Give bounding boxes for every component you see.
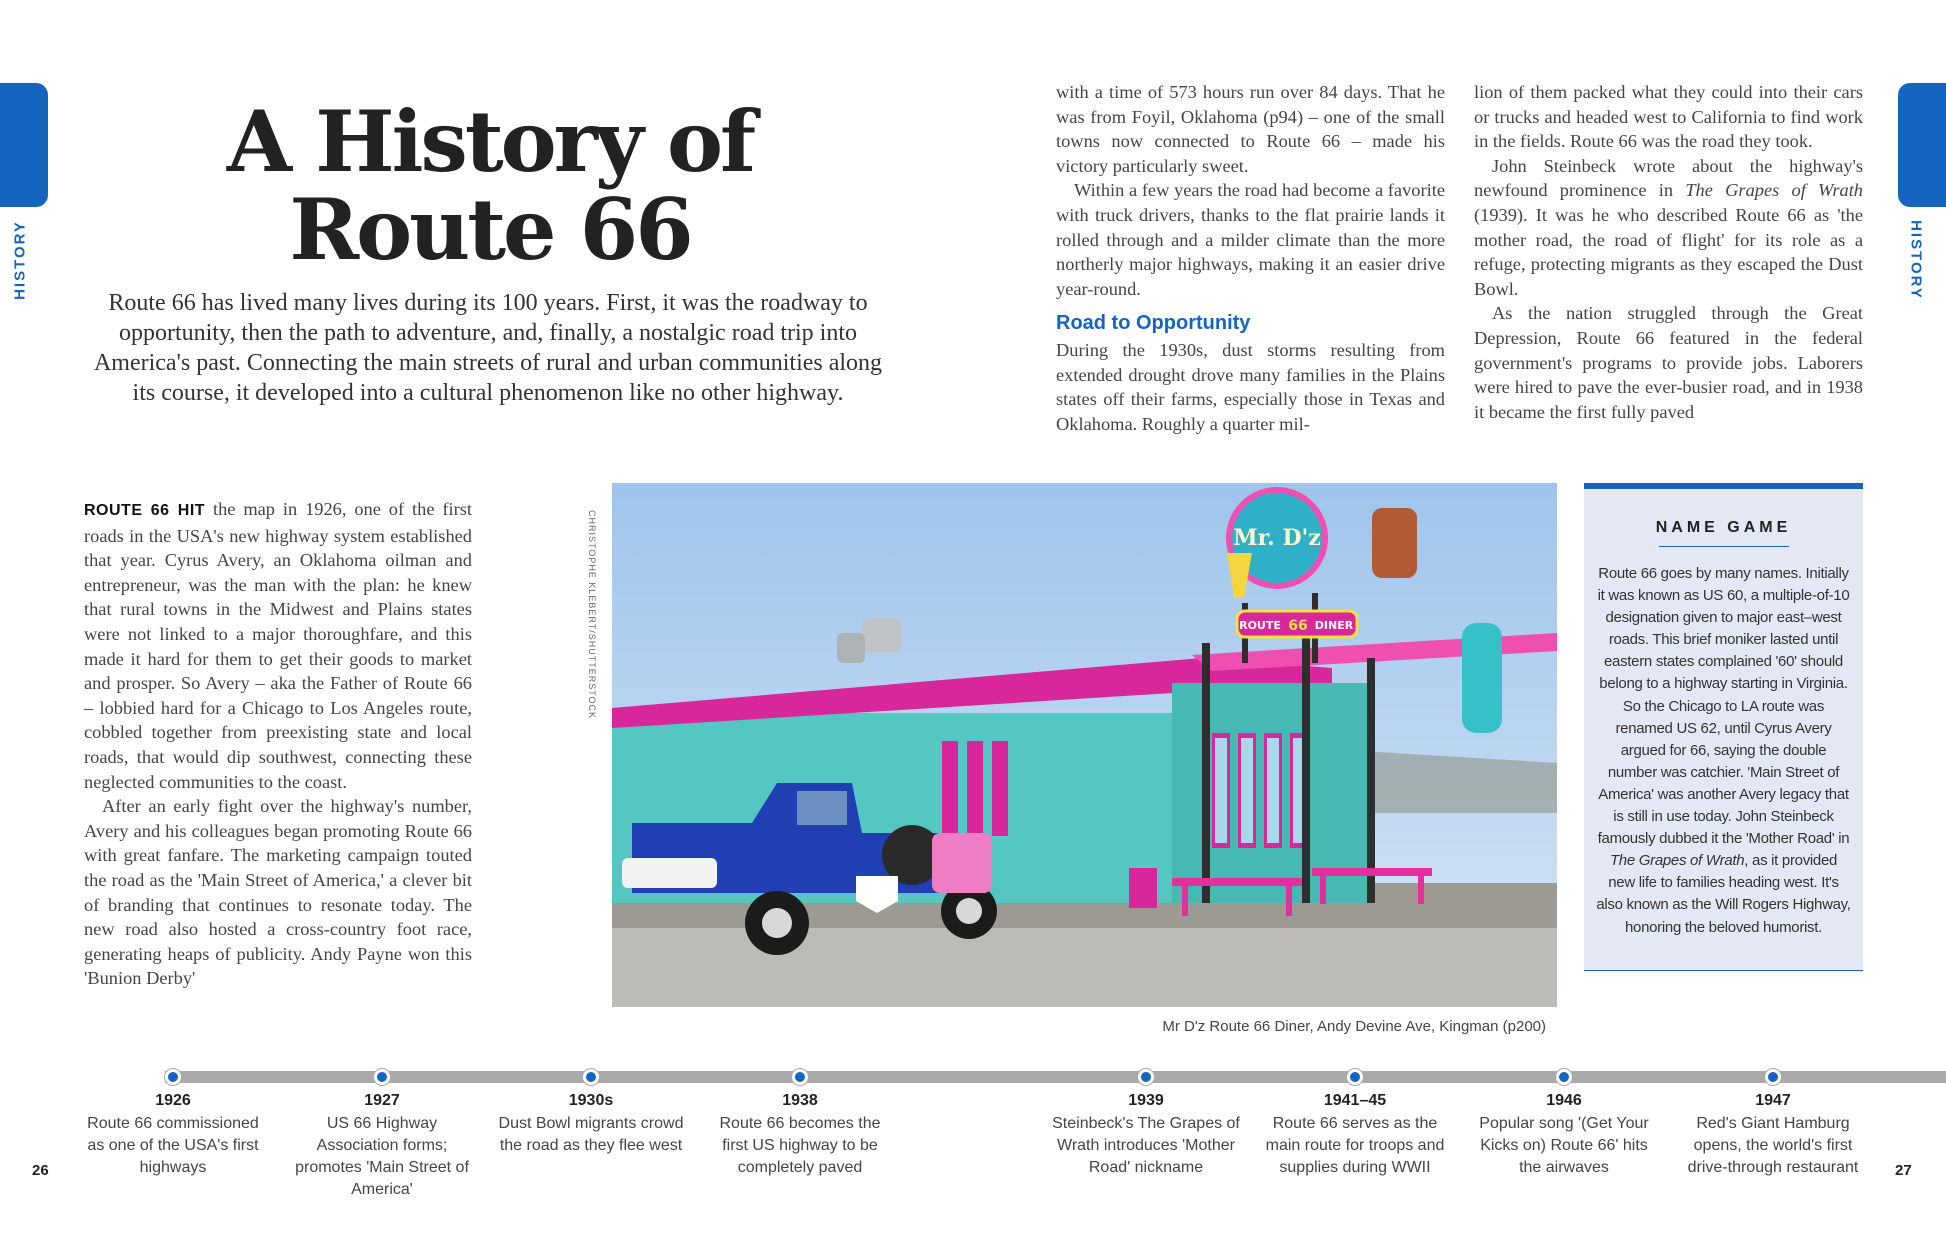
page-number-left: 26	[32, 1162, 49, 1179]
right-paragraph-2: John Steinbeck wrote about the highway's newfound prominence in The Grapes of Wrath (1939). It was he who described Route 66 as 'the mother road, the road of flight' for its role as a refuge, protecting migrants as they escaped the Dust Bowl.	[1474, 155, 1863, 299]
page-number-right: 27	[1895, 1162, 1912, 1179]
timeline-dot	[583, 1069, 599, 1085]
right-paragraph-3: As the nation struggled through the Great Depression, Route 66 featured in the federal government's programs to provide jobs. Laborers were hired to pave the ever-busier road, and in 1938 it became the first fully paved	[1474, 303, 1863, 422]
timeline-text: Steinbeck's The Grapes of Wrath introduces 'Mother Road' nickname	[1052, 1115, 1240, 1176]
section-label-right: HISTORY	[1907, 220, 1925, 300]
title-line-2: Route 66	[289, 180, 691, 279]
timeline-year: 1927	[364, 1092, 400, 1109]
timeline-year: 1946	[1546, 1092, 1582, 1109]
timeline-entry	[287, 1092, 477, 1201]
intro-paragraph: Route 66 has lived many lives during its 100 years. First, it was the roadway to opportunity, then the path to adventure, and, finally, a nostalgic road trip into America's past. Connecting the main streets of rural and urban communities along its course, it developed into a cultural phenomenon like no other highway.	[93, 290, 883, 406]
timeline-dot	[165, 1069, 181, 1085]
timeline-year: 1947	[1755, 1092, 1791, 1109]
timeline-year: 1941–45	[1323, 1092, 1387, 1109]
subheading-road-to-opportunity: Road to Opportunity	[1056, 312, 1251, 335]
left-paragraph-2: After an early fight over the highway's number, Avery and his colleagues began promoting Route 66 with great fanfare. The marketing campaign touted the road as the 'Main Street of America,' a clever bit of branding that continues to resonate today. The new road also hosted a cross-country foot race, generating heaps of publicity. Andy Payne won this 'Bunion Derby'	[84, 796, 472, 989]
timeline-year: 1930s	[568, 1092, 614, 1109]
sidebar-title: NAME GAME	[1655, 519, 1792, 536]
middle-paragraph-2: Within a few years the road had become a favorite with truck drivers, thanks to the flat prairie lands it rolled through and a milder climate than the more northerly major highways, making it an easier drive year-round.	[1056, 180, 1445, 299]
photo-caption: Mr D'z Route 66 Diner, Andy Devine Ave, Kingman (p200)	[1162, 1018, 1546, 1035]
middle-paragraph-1: with a time of 573 hours run over 84 days. That he was from Foyil, Oklahoma (p94) – one of the small towns now connected to Route 66 – made his victory particularly sweet.	[1056, 82, 1445, 176]
title-line-1: A History of	[226, 92, 754, 191]
timeline-text: Route 66 serves as the main route for troops and supplies during WWII	[1265, 1115, 1445, 1176]
name-game-sidebar	[1584, 483, 1863, 971]
left-column	[84, 497, 472, 991]
timeline-entry	[1678, 1092, 1868, 1179]
sign-name: Mr. D'z	[1233, 525, 1321, 551]
section-tab-right	[1898, 83, 1946, 207]
middle-paragraph-3: During the 1930s, dust storms resulting from extended drought drove many families in the Plains states off their farms, especially those in Texas and Oklahoma. Roughly a quarter mil-	[1056, 339, 1445, 434]
timeline-entry	[1051, 1092, 1241, 1179]
section-tab-left	[0, 83, 48, 207]
middle-column	[1056, 80, 1445, 436]
photo-credit: CHRISTOPHE KLEBERT/SHUTTERSTOCK	[587, 510, 597, 720]
lead-in: ROUTE 66 HIT	[84, 502, 206, 519]
timeline-year: 1939	[1128, 1092, 1164, 1109]
timeline-dot	[1556, 1069, 1572, 1085]
timeline-dot	[792, 1069, 808, 1085]
timeline-dot	[1765, 1069, 1781, 1085]
timeline-dot	[374, 1069, 390, 1085]
sign-diner: DINER	[1314, 619, 1354, 632]
timeline-text: US 66 Highway Association forms; promotes 'Main Street of America'	[295, 1115, 469, 1198]
diner-illustration	[612, 483, 1557, 1007]
sidebar-text: Route 66 goes by many names. Initially it was known as US 60, a multiple-of-10 designation given to major east–west roads. This brief moniker lasted until eastern states complained '60' should belong to a highway starting in Virginia. So the Chicago to LA route was renamed US 62, until Cyrus Avery argued for 66, saying the double number was catchier. 'Main Street of America' was another Avery legacy that is still in use today. John Steinbeck famously dubbed it the 'Mother Road' in The Grapes of Wrath, as it provided new life to families heading west. It's also known as the Will Rogers Highway, honoring the beloved humorist.	[1596, 565, 1851, 936]
timeline-year: 1926	[155, 1092, 191, 1109]
timeline-entry	[496, 1092, 686, 1157]
sign-route: ROUTE	[1239, 619, 1281, 632]
right-paragraph-1: lion of them packed what they could into their cars or trucks and headed west to California to find work in the fields. Route 66 was the road they took.	[1474, 82, 1863, 152]
sign-66: 66	[1288, 618, 1308, 634]
timeline-bar	[165, 1071, 1946, 1083]
timeline-dot	[1347, 1069, 1363, 1085]
right-column	[1474, 80, 1863, 424]
timeline-entry	[1469, 1092, 1659, 1179]
section-label-left: HISTORY	[11, 220, 29, 300]
timeline-text: Route 66 commissioned as one of the USA's first highways	[87, 1115, 259, 1176]
page-title	[190, 92, 790, 279]
timeline-text: Popular song '(Get Your Kicks on) Route 66' hits the airwaves	[1479, 1115, 1649, 1176]
sidebar-title-rule	[1659, 546, 1789, 547]
timeline-dot	[1138, 1069, 1154, 1085]
timeline-entry	[78, 1092, 268, 1179]
timeline-text: Route 66 becomes the first US highway to be completely paved	[719, 1115, 881, 1176]
timeline-entry	[705, 1092, 895, 1179]
timeline-text: Red's Giant Hamburg opens, the world's first drive-through restaurant	[1687, 1115, 1859, 1176]
left-paragraph-1: the map in 1926, one of the first roads in the USA's new highway system established that year. Cyrus Avery, an Oklahoma oilman and entrepreneur, was the man with the plan: he knew that rural towns in the Midwest and Plains states were not linked to a major thoroughfare, and this made it hard for them to get their goods to market and prosper. So Avery – aka the Father of Route 66 – lobbied hard for a Chicago to Los Angeles route, cobbled together from preexisting state and local roads, that would dip southwest, connecting these neglected communities to the coast.	[84, 499, 472, 792]
diner-photo	[612, 483, 1557, 1007]
timeline-text: Dust Bowl migrants crowd the road as they flee west	[498, 1115, 684, 1154]
timeline-entry	[1260, 1092, 1450, 1179]
timeline-year: 1938	[782, 1092, 818, 1109]
